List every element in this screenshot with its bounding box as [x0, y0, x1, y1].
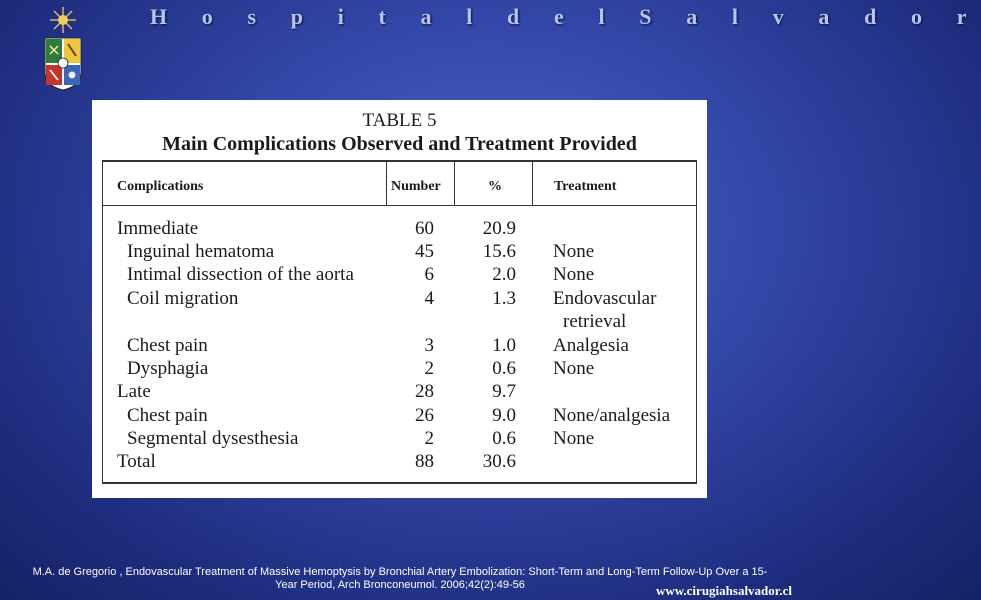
table-row — [92, 263, 707, 286]
row-treatment: None — [553, 264, 595, 285]
row-label: Segmental dysesthesia — [127, 428, 299, 449]
row-label: Inguinal hematoma — [127, 241, 275, 262]
row-percent: 0.6 — [492, 358, 516, 379]
row-percent: 15.6 — [482, 241, 516, 262]
row-percent: 9.7 — [492, 381, 516, 402]
row-label: Intimal dissection of the aorta — [127, 264, 354, 285]
table-row — [92, 240, 707, 263]
row-label: Immediate — [117, 218, 199, 239]
column-divider — [386, 161, 387, 205]
table-row — [92, 357, 707, 380]
table-bottom-rule — [102, 482, 697, 484]
row-label: Chest pain — [127, 405, 208, 426]
column-header-treatment: Treatment — [554, 179, 617, 194]
website-link[interactable]: www.cirugiahsalvador.cl — [655, 583, 792, 598]
table-caption: Main Complications Observed and Treatment Provided — [162, 133, 637, 155]
row-number: 3 — [424, 335, 434, 356]
table-row — [92, 450, 707, 473]
row-number: 4 — [424, 288, 434, 309]
row-treatment: None — [553, 428, 595, 449]
row-percent: 0.6 — [492, 428, 516, 449]
row-number: 60 — [415, 218, 434, 239]
table-number: TABLE 5 — [362, 110, 437, 131]
row-number: 2 — [424, 428, 434, 449]
table-row — [92, 380, 707, 403]
column-header-percent: % — [488, 179, 502, 194]
citation-line: M.A. de Gregorio , Endovascular Treatment of Massive Hemoptysis by Bronchial Artery Embolization: Short-Term and Long-Term Follow-Up Over a 15- — [32, 566, 768, 578]
table-row — [92, 217, 707, 240]
row-percent: 9.0 — [492, 405, 516, 426]
row-percent: 30.6 — [482, 451, 516, 472]
table-header-rule — [102, 205, 697, 206]
row-treatment: None — [553, 358, 595, 379]
row-label: Late — [117, 381, 151, 402]
table-image-panel — [92, 100, 707, 498]
row-treatment: Endovascular — [553, 288, 657, 309]
row-number: 88 — [415, 451, 434, 472]
table-row — [92, 287, 707, 332]
row-number: 26 — [415, 405, 434, 426]
university-crest-icon — [40, 6, 86, 92]
row-label: Total — [117, 451, 156, 472]
row-treatment: None — [553, 241, 595, 262]
column-divider — [532, 161, 533, 205]
row-label: Coil migration — [127, 288, 239, 309]
table-row — [92, 427, 707, 450]
column-divider — [454, 161, 455, 205]
row-number: 45 — [415, 241, 434, 262]
row-percent: 2.0 — [492, 264, 516, 285]
row-label: Dysphagia — [127, 358, 209, 379]
table-row — [92, 334, 707, 357]
citation-line: Year Period, Arch Bronconeumol. 2006;42(2):49-56 — [275, 579, 525, 591]
column-header-complications: Complications — [117, 179, 204, 194]
row-percent: 1.0 — [492, 335, 516, 356]
row-percent: 1.3 — [492, 288, 516, 309]
table-row — [92, 404, 707, 427]
table-top-rule — [102, 160, 697, 162]
hospital-title: H o s p i t a l d e l S a l v a d o r — [150, 4, 981, 29]
row-treatment-continued: retrieval — [563, 311, 627, 332]
row-label: Chest pain — [127, 335, 208, 356]
row-percent: 20.9 — [482, 218, 516, 239]
row-treatment: Analgesia — [553, 335, 629, 356]
row-number: 6 — [424, 264, 434, 285]
row-number: 2 — [424, 358, 434, 379]
row-number: 28 — [415, 381, 434, 402]
column-header-number: Number — [391, 179, 441, 194]
row-treatment: None/analgesia — [553, 405, 671, 426]
